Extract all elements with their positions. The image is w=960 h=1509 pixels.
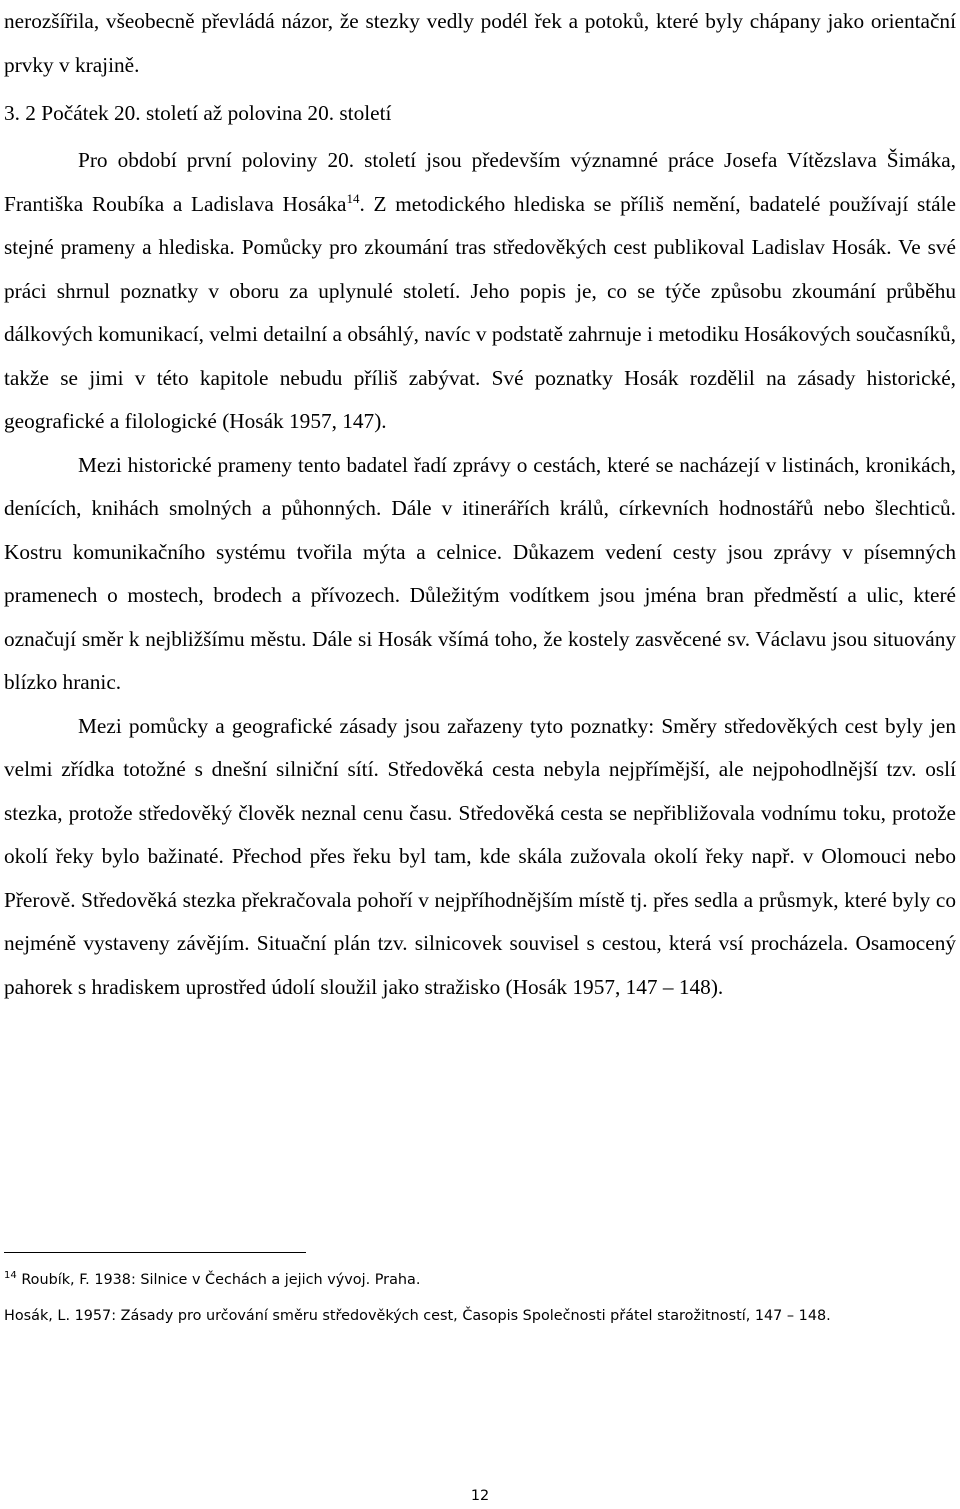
document-page [4, 0, 956, 1009]
footnote-text-2: Hosák, L. 1957: Zásady pro určování směru středověkých cest, Časopis Společnosti přátel starožitností, 147 – 148. [4, 1308, 831, 1324]
paragraph-2: Mezi historické prameny tento badatel řadí zprávy o cestách, které se nacházejí v listinách, kronikách, denících, knihách smolných a půhonných. Dále v itinerářích králů, církevních hodnostářů nebo šlechticů. Kostru komunikačního systému tvořila mýta a celnice. Důkazem vedení cesty jsou zprávy v písemných pramenech o mostech, brodech a přívozech. Důležitým vodítkem jsou jména bran předměstí a ulic, které označují směr k nejbližšímu městu. Dále si Hosák všímá toho, že kostely zasvěcené sv. Václavu jsou situovány blízko hranic. [4, 452, 956, 694]
paragraph-1 [4, 139, 956, 444]
footnote-reference[interactable]: 14 [346, 190, 360, 206]
footnote-separator [4, 1252, 306, 1253]
footnote-text-1: Roubík, F. 1938: Silnice v Čechách a jejich vývoj. Praha. [21, 1272, 421, 1288]
section-heading: 3. 2 Počátek 20. století až polovina 20. století [4, 101, 392, 125]
footnote-14 [4, 1262, 956, 1298]
page-number: 12 [470, 1488, 490, 1504]
paragraph-1-text-b: . Z metodického hlediska se příliš nemění, badatelé používají stále stejné prameny a hlediska. Pomůcky pro zkoumání tras středověkých cest publikoval Ladislav Hosák. Ve své práci shrnul poznatky v oboru za uplynulé století. Jeho popis je, co se týče způsobu zkoumání průběhu dálkových komunikací, velmi detailní a obsáhlý, navíc v podstatě zahrnuje i metodiku Hosákových současníků, takže se jimi v této kapitole nebudu příliš zabývat. Své poznatky Hosák rozdělil na zásady historické, geografické a filologické (Hosák 1957, 147). [4, 191, 956, 433]
intro-paragraph: nerozšířila, všeobecně převládá názor, že stezky vedly podél řek a potoků, které byly chápany jako orientační prvky v krajině. [4, 9, 956, 77]
footnotes [4, 1262, 956, 1334]
paragraph-3: Mezi pomůcky a geografické zásady jsou zařazeny tyto poznatky: Směry středověkých cest byly jen velmi zřídka totožné s dnešní silniční sítí. Středověká cesta nebyla nejpřímější, ale nejpohodlnější tzv. oslí stezka, protože středověký člověk neznal cenu času. Středověká cesta se nepřibližovala vodnímu toku, protože okolí řeky bylo bažinaté. Přechod přes řeku byl tam, kde skála zužovala okolí řeky např. v Olomouci nebo Přerově. Středověká stezka překračovala pohoří v nejpříhodnějším místě tj. přes sedla a průsmyk, které byly co nejméně vystaveny závějím. Situační plán tzv. silnicovek souvisel s cestou, která vsí procházela. Osamocený pahorek s hradiskem uprostřed údolí sloužil jako stražisko (Hosák 1957, 147 – 148). [4, 713, 956, 999]
footnote-marker: 14 [4, 1270, 17, 1282]
paragraph-1-text-a: Pro období první poloviny 20. století jsou především významné práce Josefa Vítězslava Šimáka, Františka Roubíka a Ladislava Hosáka [4, 148, 956, 216]
